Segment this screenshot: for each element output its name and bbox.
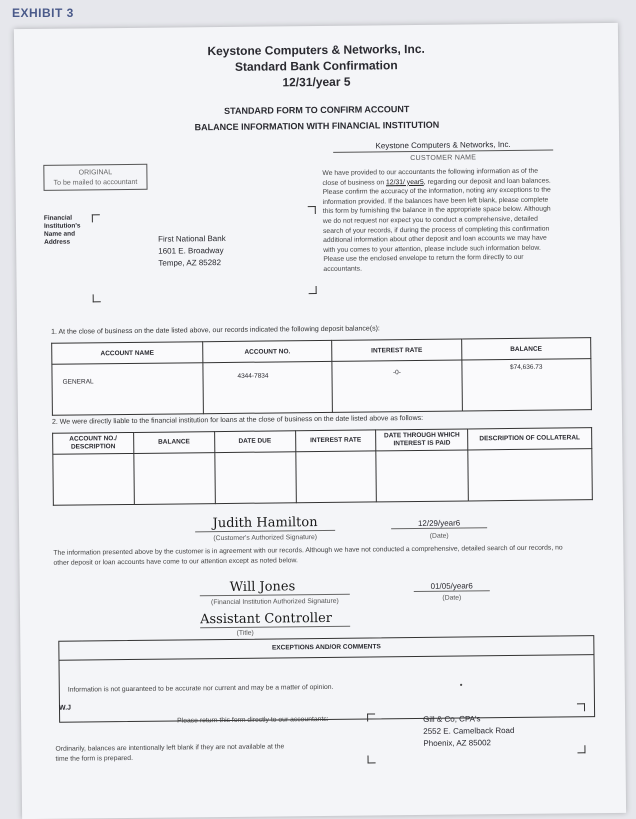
customer-signature-date: 12/29/year6 — [391, 518, 487, 529]
interest-rate-cell: -0- — [332, 360, 462, 412]
original-label: ORIGINAL — [78, 169, 113, 177]
col-interest-rate: INTEREST RATE — [332, 339, 462, 361]
institution-address — [158, 233, 226, 270]
address-corner-top-right — [308, 206, 316, 214]
section-2-label: 2. We were directly liable to the financial institution for loans at the close of business on the date listed above as follows: — [51, 414, 424, 426]
accountant-address — [423, 713, 515, 750]
address-corner-bottom-left — [93, 294, 101, 302]
table-cell — [376, 450, 468, 502]
col-loan-interest-rate: INTEREST RATE — [295, 430, 376, 452]
table-cell — [468, 449, 593, 501]
bank-signature: Will Jones — [200, 579, 350, 597]
table-cell — [53, 453, 134, 505]
title-caption: (Title) — [236, 629, 254, 637]
exceptions-heading: EXCEPTIONS AND/OR COMMENTS — [59, 636, 593, 661]
address-corner-bottom-right — [309, 286, 317, 294]
bank-date-caption: (Date) — [442, 594, 462, 602]
institution-label-line: Financial — [43, 214, 73, 222]
intro-paragraph — [322, 167, 555, 275]
form-date: 12/31/year 5 — [282, 74, 351, 90]
deposit-balances-table — [51, 337, 592, 416]
firm-street: 2552 E. Camelback Road — [423, 725, 515, 736]
customer-name-value: Keystone Computers & Networks, Inc. — [333, 140, 553, 153]
firm-corner-top-left — [367, 713, 375, 721]
bank-city: Tempe, AZ 85282 — [158, 258, 222, 268]
firm-corner-bottom-right — [577, 745, 585, 753]
section-1-label: 1. At the close of business on the date listed above, our records indicated the following deposit balance(s): — [51, 325, 380, 336]
table-row — [53, 449, 593, 506]
confirmation-form-sheet — [14, 23, 626, 819]
blank-balance-note: Ordinarily, balances are intentionally left blank if they are not available at the time the form is prepared. — [55, 743, 285, 763]
customer-name-caption: CUSTOMER NAME — [410, 154, 477, 163]
standard-form-heading-1: STANDARD FORM TO CONFIRM ACCOUNT — [224, 104, 410, 116]
address-corner-top-left — [92, 214, 100, 222]
loans-table — [52, 427, 593, 506]
intro-text-start: We have provided to our accountants the following information as of the close of business on — [322, 167, 539, 187]
intro-text-end: , regarding our deposit and loan balances. Please confirm the accuracy of the information, noting any exceptions to the information provided. If the balances have been left blank, please complete this form by furnishing the balance in the appropriate space below. Although we do not request nor expect you to conduct a comprehensive, detailed search of your records, if during the process of completing this confirmation additional information about other deposit and loan accounts we may have with you comes to your attention, please include such information below. Please use the enclosed envelope to return the form directly to our accountants. — [322, 177, 551, 273]
col-interest-paid-through: DATE THROUGH WHICH INTEREST IS PAID — [376, 429, 468, 451]
customer-date-caption: (Date) — [429, 532, 449, 540]
col-date-due: DATE DUE — [214, 431, 295, 453]
bank-agreement-statement: The information presented above by the customer is in agreement with our records. Although we have not conducted a comprehensive, detailed search of our records, no other deposit or loan accounts have come to our attention except as noted below. — [53, 544, 563, 567]
mailed-to-accountant-label: To be mailed to accountant — [53, 178, 138, 187]
firm-city: Phoenix, AZ 85002 — [423, 738, 492, 748]
col-loan-balance: BALANCE — [133, 432, 214, 454]
institution-label-line: Address — [44, 238, 71, 246]
col-account-description: ACCOUNT NO./ DESCRIPTION — [53, 432, 134, 454]
col-account-name: ACCOUNT NAME — [52, 342, 203, 365]
return-instruction: Please return this form directly to our accountants: — [177, 715, 329, 725]
customer-signature-caption: (Customer's Authorized Signature) — [213, 534, 318, 543]
bank-signature-caption: (Financial Institution Authorized Signature) — [211, 597, 339, 607]
firm-corner-bottom-left — [368, 755, 376, 763]
account-name-cell: GENERAL — [52, 363, 203, 416]
standard-form-heading-2: BALANCE INFORMATION WITH FINANCIAL INSTITUTION — [194, 119, 440, 133]
exceptions-box — [58, 635, 595, 723]
bank-initials: W.J — [58, 704, 72, 712]
bank-street: 1601 E. Broadway — [158, 246, 224, 256]
original-notice-box — [43, 164, 147, 191]
form-title: Standard Bank Confirmation — [234, 58, 398, 74]
institution-label-line: Name and — [43, 230, 76, 238]
intro-date: 12/31/ year5 — [385, 178, 424, 186]
institution-label — [44, 214, 94, 247]
table-cell — [295, 451, 376, 503]
balance-cell: $74,636.73 — [461, 359, 591, 411]
firm-name: Gill & Co, CPA's — [423, 714, 481, 724]
firm-corner-top-right — [577, 703, 585, 711]
table-cell — [134, 453, 215, 505]
bank-signature-date: 01/05/year6 — [414, 581, 490, 592]
company-title: Keystone Computers & Networks, Inc. — [207, 41, 425, 59]
exceptions-comment: Information is not guaranteed to be accurate nor current and may be a matter of opinion. — [67, 683, 334, 694]
institution-label-line: Institution's — [43, 222, 81, 230]
col-balance: BALANCE — [461, 338, 591, 360]
col-collateral: DESCRIPTION OF COLLATERAL — [468, 428, 592, 450]
exhibit-label: EXHIBIT 3 — [12, 6, 74, 20]
table-row — [52, 359, 592, 416]
bank-signer-title: Assistant Controller — [200, 611, 350, 629]
col-account-no: ACCOUNT NO. — [203, 340, 333, 362]
table-cell — [215, 452, 296, 504]
bank-name: First National Bank — [158, 233, 226, 244]
account-no-cell: 4344-7834 — [203, 361, 333, 413]
customer-signature: Judith Hamilton — [195, 515, 335, 532]
exceptions-dot: • — [459, 680, 463, 690]
